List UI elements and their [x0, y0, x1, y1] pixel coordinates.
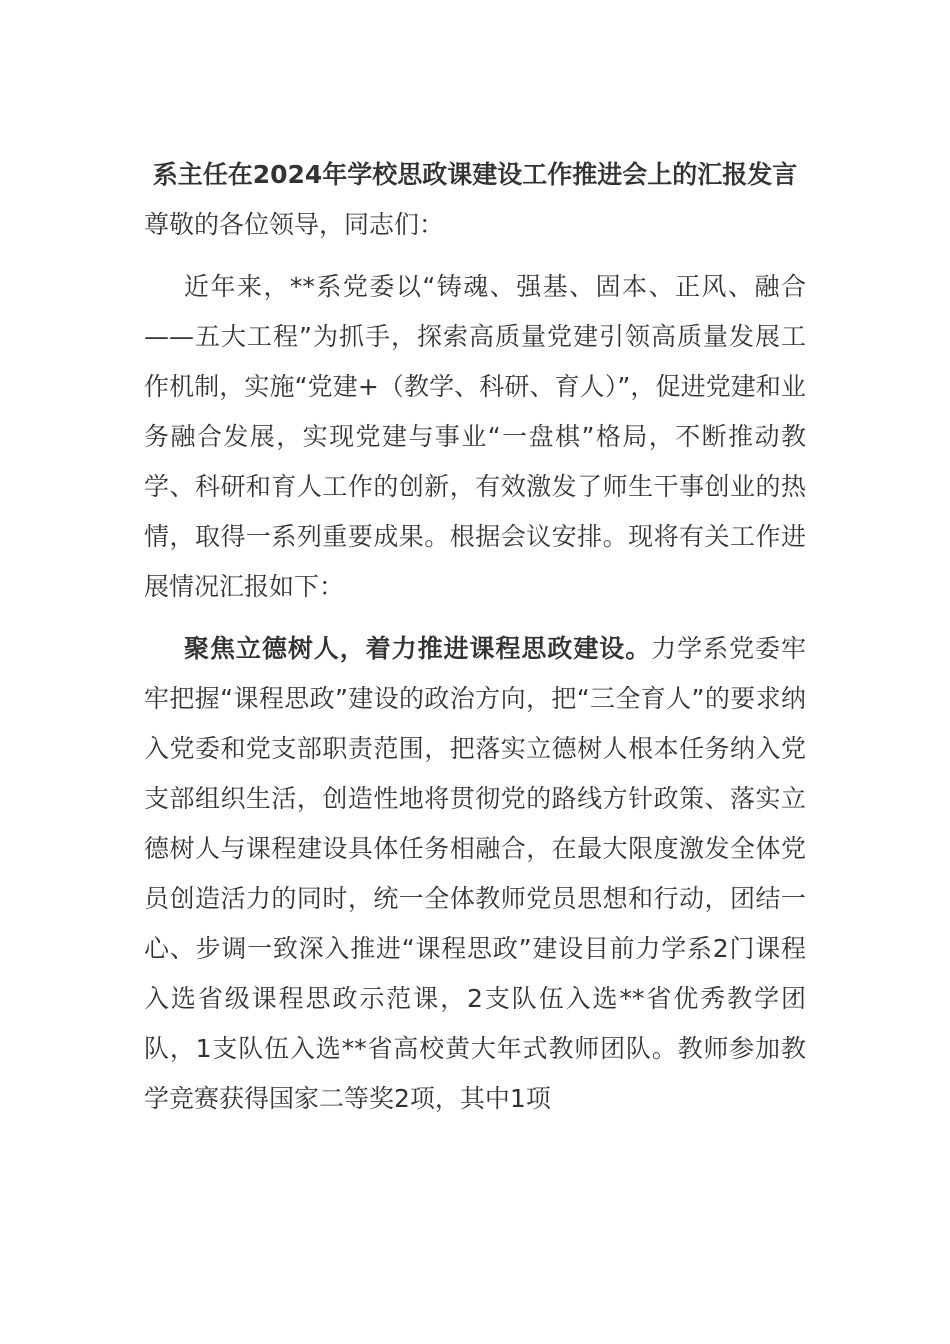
- salutation: 尊敬的各位领导，同志们：: [144, 210, 445, 239]
- paragraph-body-text: 力学系党委牢牢把握“课程思政”建设的政治方向，把“三全育人”的要求纳入党委和党支部职责范围，把落实立德树人根本任务纳入党支部组织生活，创造性地将贯彻党的路线方针政策、落实立德树人与课程建设具体任务相融合，在最大限度激发全体党员创造活力的同时，统一全体教师党员思想和行动，团结一心、步调一致深入推进“课程思政”建设目前力学系2门课程入选省级课程思政示范课，2支队伍入选**省优秀教学团队，1支队伍入选**省高校黄大年式教师团队。教师参加教学竞赛获得国家二等奖2项，其中1项: [144, 634, 806, 1113]
- paragraph-heading: 聚焦立德树人，着力推进课程思政建设。: [184, 634, 652, 663]
- paragraph-intro: [144, 262, 806, 612]
- document-title: 系主任在2024年学校思政课建设工作推进会上的汇报发言: [152, 160, 798, 189]
- paragraph-intro-text: 近年来，**系党委以“铸魂、强基、固本、正风、融合——五大工程”为抓手，探索高质量党建引领高质量发展工作机制，实施“党建+（教学、科研、育人）”，促进党建和业务融合发展，实现党建与事业“一盘棋”格局，不断推动教学、科研和育人工作的创新，有效激发了师生干事创业的热情，取得一系列重要成果。根据会议安排。现将有关工作进展情况汇报如下：: [144, 272, 806, 601]
- document-page: [144, 150, 806, 1136]
- paragraph-course-ideology: [144, 624, 806, 1124]
